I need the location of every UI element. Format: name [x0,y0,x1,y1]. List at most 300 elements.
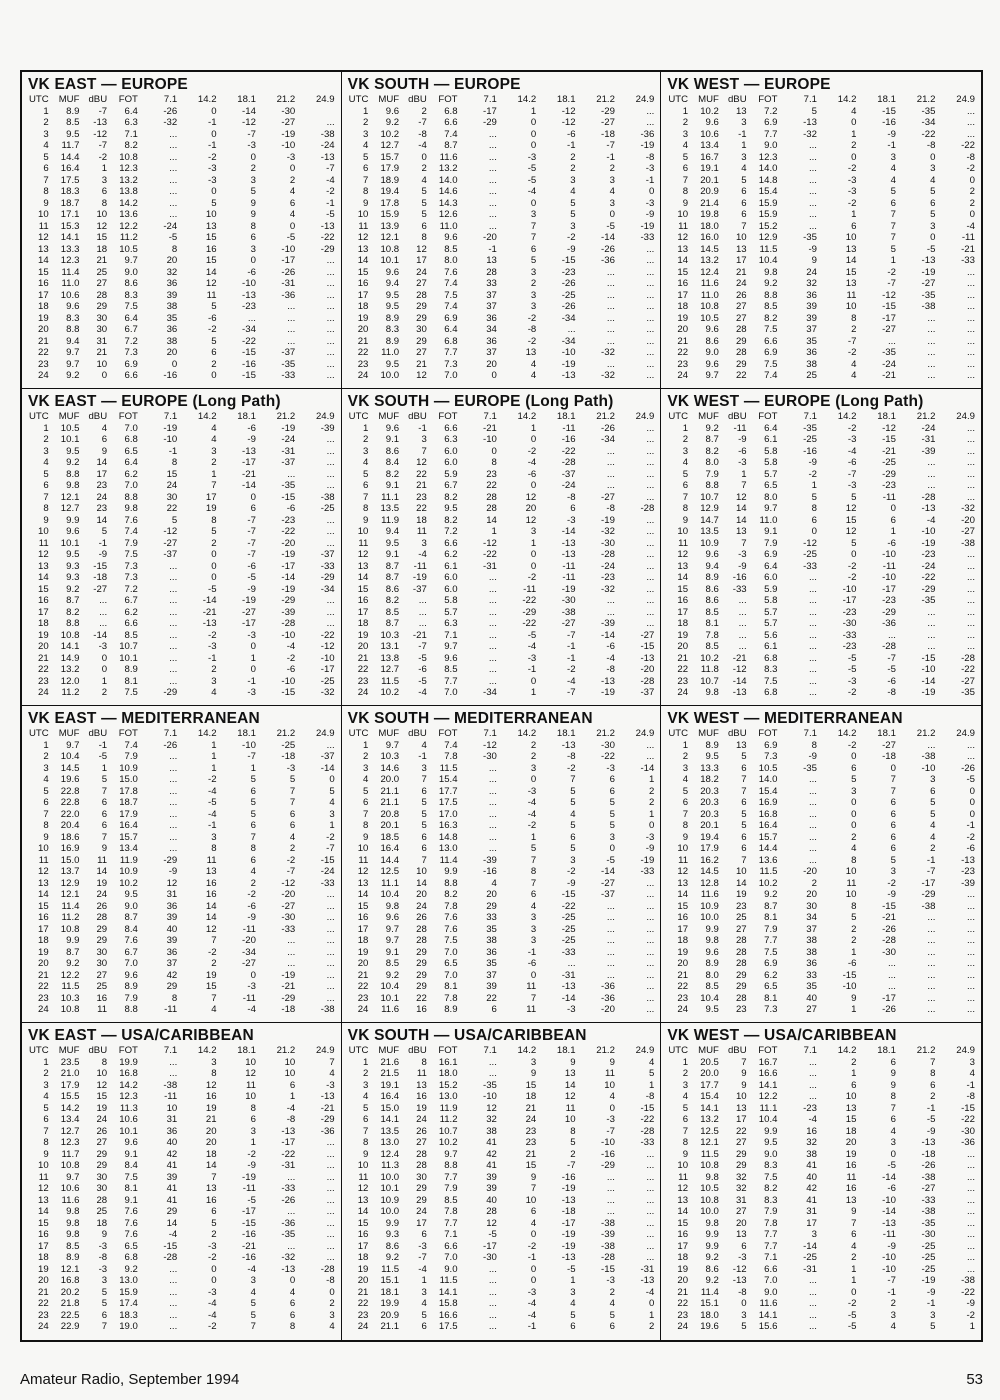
column-header: 21.2 [276,1045,296,1056]
column-header: 21.2 [916,1045,936,1056]
table-cell: 9.7 [66,347,80,358]
table-cell: 11.6 [700,889,719,900]
table-cell: -35 [483,1079,497,1091]
table-cell: 8 [811,503,817,514]
table-cell: -23 [882,595,896,606]
table-cell: 0 [930,232,936,243]
table-cell: 28 [735,935,747,946]
table-cell: -9 [887,1240,896,1252]
table-cell: -33 [281,923,296,935]
table-cell: -3 [606,762,615,774]
table-cell: 6.8 [124,434,138,445]
table-cell: 21.5 [380,1068,400,1079]
column-header: 21.2 [916,411,936,422]
table-row [348,313,656,325]
table-cell: 20.9 [380,1309,400,1321]
table-cell: -16 [561,1171,576,1183]
table-cell: ... [646,358,655,370]
table-cell: -7 [567,629,576,641]
table-cell: 0 [969,209,975,220]
table-cell: 41 [166,1194,178,1206]
table-cell: 12.1 [60,491,80,503]
table-cell: 7.8 [764,1217,778,1229]
table-row [667,1298,976,1310]
table-cell: 10.0 [700,1206,719,1217]
table-cell: 7.7 [764,1240,778,1252]
table-cell: 13.8 [380,652,400,664]
table-cell: 9.2 [764,278,778,289]
table-cell: -13 [640,1275,655,1286]
table-cell: ... [927,958,936,969]
table-cell: 7.5 [124,301,138,312]
table-cell: 24 [677,1004,689,1015]
table-cell: 39 [166,289,178,301]
table-cell: 2 [609,1286,615,1298]
table-cell: 3 [250,243,256,255]
table-row [667,324,976,336]
table-cell: 15.7 [758,831,778,843]
table-row [28,1114,336,1126]
table-cell: -4 [527,641,537,652]
column-header: FOT [758,94,778,105]
propagation-table [28,1045,336,1333]
table-cell: 14.1 [758,1079,778,1091]
table-cell: ... [169,774,178,785]
table-row [348,1229,656,1241]
table-cell: 5 [609,1309,615,1321]
table-row [28,526,336,538]
table-cell: -1 [738,128,747,140]
table-cell: 10.4 [758,1114,778,1125]
table-cell: 9.5 [385,358,400,370]
table-cell: 22 [357,664,369,675]
table-panel [342,1023,662,1340]
table-cell: -3 [247,140,256,151]
column-header: 24.9 [635,728,655,739]
table-row [667,1195,976,1207]
table-cell: 14 [677,889,689,900]
table-cell: -15 [842,969,857,981]
propagation-table [667,411,976,699]
table-cell: 16.4 [380,843,400,854]
table-cell: ... [567,324,576,335]
table-row [28,267,336,279]
table-cell: 26 [735,289,747,301]
table-cell: ... [646,1148,655,1160]
table-cell: 7 [530,220,537,232]
table-cell: -13 [320,220,335,232]
table-cell: 5 [101,1298,108,1309]
table-cell: 6.0 [444,572,458,583]
table-cell: 9 [570,1056,576,1068]
table-cell: 9 [682,514,689,526]
table-cell: 14 [205,1160,217,1171]
table-cell: 19.4 [380,186,400,197]
table-cell: -31 [921,434,936,445]
table-cell: -10 [163,434,178,445]
table-cell: 12.7 [380,140,400,151]
table-cell: 12.3 [119,163,138,174]
table-cell: 14.1 [60,641,80,652]
table-cell: 9 [682,1148,689,1160]
table-cell: 36 [486,312,497,324]
table-cell: 8.9 [444,1004,458,1015]
table-cell: -36 [281,1217,296,1229]
table-cell: ... [418,618,427,629]
table-cell: 7 [890,1102,896,1114]
table-cell: -25 [561,289,576,301]
column-header: 24.9 [956,411,975,422]
table-cell: 20 [357,1275,369,1286]
table-cell: 11 [38,854,49,866]
table-cell: 22.8 [60,785,80,797]
table-cell: -9 [567,243,576,255]
table-cell: 10 [416,866,427,877]
table-cell: ... [646,560,655,572]
table-cell: 8 [811,739,817,751]
table-cell: 29 [96,935,108,946]
table-cell: ... [808,140,817,151]
table-cell: 16.6 [758,1068,778,1079]
table-cell: ... [488,595,497,606]
table-cell: 36 [806,958,817,969]
table-cell: 23 [38,675,49,687]
table-cell: 6 [811,514,817,526]
table-cell: 8.4 [124,923,138,935]
table-cell: 7.0 [124,422,138,434]
table-cell: -8 [926,140,936,151]
table-row [348,901,656,913]
table-cell: 10.7 [700,675,719,687]
table-cell: -12 [561,117,576,128]
table-cell: 6.6 [444,422,458,434]
table-cell: 14 [845,255,857,266]
table-cell: -15 [242,1217,256,1229]
table-cell: 0 [890,762,896,774]
table-cell: -14 [202,595,217,606]
table-cell: ... [488,618,497,629]
table-cell: 4 [289,831,296,843]
table-cell: -12 [163,526,178,537]
table-cell: ... [488,1298,497,1309]
table-cell: ... [966,1229,975,1240]
table-row [667,855,976,867]
table-cell: ... [169,140,178,151]
table-cell: 6.3 [444,434,458,445]
table-row [667,549,976,561]
table-cell: 10.3 [60,992,80,1004]
table-cell: 0 [609,1102,615,1114]
table-row [667,1057,976,1069]
table-cell: 8.2 [764,1183,778,1194]
table-cell: -26 [882,1004,896,1015]
table-cell: ... [646,526,655,537]
table-cell: 6 [211,1206,217,1217]
table-cell: 2 [682,117,689,128]
table-cell: 15.7 [380,151,400,163]
table-cell: -3 [326,1079,335,1091]
table-cell: 22 [166,503,178,514]
table-row [348,1321,656,1333]
table-cell: 9.8 [66,480,80,491]
table-cell: -12 [803,537,817,549]
table-cell: 4 [530,370,537,381]
table-cell: 16 [677,1229,689,1240]
table-cell: 3 [682,445,689,457]
table-cell: 12 [486,1102,497,1114]
table-cell: 12 [677,866,689,877]
table-cell: -9 [926,1286,936,1298]
table-cell: -30 [601,537,615,549]
table-cell: 2 [648,785,655,797]
table-cell: 15.3 [60,220,80,232]
table-cell: 6 [43,1114,49,1125]
table-cell: 2 [682,434,689,445]
table-cell: ... [287,958,296,969]
table-row [28,301,336,313]
table-cell: ... [808,675,817,687]
table-cell: -10 [882,1194,896,1206]
table-row [667,163,976,175]
table-cell: 37 [486,347,497,358]
table-cell: -3 [527,785,537,797]
table-cell: 12 [677,232,689,243]
table-cell: -2 [847,422,857,434]
column-header: 18.1 [556,1045,576,1056]
table-cell: -3 [418,1240,427,1252]
table-row [348,993,656,1005]
table-row [348,209,656,221]
table-cell: -3 [645,831,655,843]
table-row [667,175,976,187]
table-cell: ... [646,877,655,889]
table-cell: 24 [96,889,108,900]
table-cell: 7 [682,174,689,186]
table-cell: -33 [842,629,857,641]
table-row [28,1218,336,1230]
table-cell: 9.2 [66,958,80,969]
table-cell: -5 [247,1194,256,1206]
table-cell: 5 [741,751,747,762]
table-cell: 5 [682,151,689,163]
table-cell: 8 [363,820,369,831]
table-cell: 18.0 [700,220,719,232]
table-cell: 23 [96,480,108,491]
table-cell: 18.7 [119,797,138,808]
table-cell: 10 [205,209,217,220]
table-cell: 2 [43,117,49,128]
table-cell: -6 [527,958,537,969]
table-cell: ... [808,652,817,664]
table-cell: -31 [281,1160,296,1171]
table-cell: 16 [38,1229,49,1240]
table-cell: 13.2 [119,174,138,186]
table-cell: -20 [483,232,497,243]
table-cell: ... [646,480,655,491]
table-cell: 7.4 [444,301,458,312]
table-cell: 7.0 [444,1252,458,1263]
table-cell: 11.9 [119,854,138,866]
table-cell: 12 [357,232,369,243]
table-cell: -27 [242,606,256,618]
table-cell: -14 [640,762,655,774]
table-cell: -12 [483,537,497,549]
column-header: dBU [408,1045,427,1056]
table-cell: ... [488,774,497,785]
table-cell: 8.6 [385,1240,400,1252]
table-row [348,301,656,313]
table-cell: 14 [357,1206,369,1217]
table-cell: -8 [286,1114,296,1125]
table-cell: 1 [741,140,747,151]
table-cell: 22 [357,1298,369,1309]
table-cell: 9.5 [764,1137,778,1148]
table-cell: -17 [242,1206,256,1217]
table-cell: 26 [96,900,108,912]
table-cell: ... [966,1004,975,1015]
table-cell: 19 [38,946,49,958]
table-cell: -27 [601,877,615,889]
table-cell: ... [808,687,817,698]
table-cell: ... [808,785,817,797]
table-cell: 6.9 [764,117,778,128]
table-cell: 16.9 [758,797,778,808]
table-cell: -6 [286,503,296,514]
table-row [348,1103,656,1115]
table-cell: 13.4 [60,1114,80,1125]
table-cell: 16.4 [758,820,778,831]
table-cell: 9 [851,992,857,1004]
table-cell: -24 [921,422,936,434]
table-cell: 10 [96,1068,108,1079]
table-cell: 8.7 [66,946,80,958]
table-cell: -2 [847,739,857,751]
table-cell: 8.8 [444,1160,458,1171]
table-cell: 7 [101,1321,108,1332]
table-cell: 6.7 [444,480,458,491]
table-cell: 0 [491,370,497,381]
table-cell: 6.6 [124,370,138,381]
table-cell: 6.4 [444,324,458,335]
table-cell: -33 [732,583,747,595]
table-cell: ... [646,595,655,606]
table-cell: -14 [732,675,747,687]
table-cell: 1 [741,468,747,480]
table-cell: ... [808,595,817,606]
table-cell: 21 [205,1114,217,1125]
table-cell: 8.2 [444,491,458,503]
table-cell: 6.6 [444,537,458,549]
table-cell: -18 [281,1004,296,1015]
table-cell: 3 [329,808,335,820]
table-cell: ... [646,572,655,583]
table-cell: 20 [38,1275,49,1286]
table-cell: 9.2 [124,1263,138,1275]
table-cell: -5 [286,232,296,243]
table-cell: 28 [96,912,108,923]
table-cell: 13 [38,877,49,889]
table-cell: -27 [921,278,936,289]
table-cell: -6 [286,664,296,675]
table-cell: ... [326,935,335,946]
table-cell: 5 [289,774,296,785]
table-cell: -3 [847,186,857,197]
table-cell: -12 [242,117,256,128]
table-cell: 6 [741,797,747,808]
table-cell: -19 [281,969,296,981]
table-cell: 8.3 [385,324,400,335]
table-cell: 13.9 [380,220,400,232]
table-cell: 6.9 [124,358,138,370]
table-row [667,751,976,763]
table-cell: 11 [846,289,857,301]
table-cell: 8.0 [705,969,719,981]
table-cell: -19 [281,549,296,560]
table-cell: 10 [357,526,369,537]
table-cell: 6 [890,843,896,854]
table-row [348,469,656,481]
table-cell: -30 [281,912,296,923]
table-cell: 18.9 [380,174,400,186]
table-cell: -11 [882,560,896,572]
table-cell: 6 [363,163,369,174]
column-header: 21.2 [916,728,936,739]
table-cell: 8.7 [66,595,80,606]
table-cell: -38 [601,1217,615,1229]
table-cell: 8.8 [66,324,80,335]
table-cell: ... [646,739,655,751]
table-cell: 3 [741,151,747,163]
table-cell: -33 [561,946,576,958]
table-cell: 6 [682,797,689,808]
table-cell: 3 [530,266,537,278]
table-row [28,1160,336,1172]
table-cell: -4 [645,1286,655,1298]
table-cell: -27 [601,117,615,128]
table-cell: -5 [527,163,537,174]
table-cell: 12 [525,491,537,503]
table-cell: 11 [97,854,108,866]
table-cell: 2 [211,457,217,468]
table-cell: ... [966,266,975,278]
table-cell: 18 [845,1125,857,1137]
table-cell: -1 [645,174,655,186]
table-row [348,1252,656,1264]
table-cell: 13 [38,243,49,255]
table-row [667,1160,976,1172]
table-cell: ... [966,289,975,301]
table-cell: 8.1 [764,912,778,923]
table-cell: ... [169,751,178,762]
table-cell: -33 [320,560,335,572]
table-cell: -27 [882,324,896,335]
table-cell: ... [488,843,497,854]
column-header: 24.9 [315,1045,335,1056]
table-cell: 8.9 [124,981,138,992]
table-cell: 15.9 [758,209,778,220]
table-cell: 20 [205,1137,217,1148]
table-cell: 29 [96,923,108,935]
table-cell: 24 [357,687,369,698]
table-cell: 3 [530,923,537,935]
table-cell: 19 [96,877,108,889]
table-cell: 17 [357,289,369,301]
table-cell: 9.9 [385,1217,400,1229]
table-cell: 5 [250,1298,256,1309]
table-cell: 0 [648,186,655,197]
table-cell: 6.9 [444,312,458,324]
table-cell: 1 [421,1275,427,1286]
